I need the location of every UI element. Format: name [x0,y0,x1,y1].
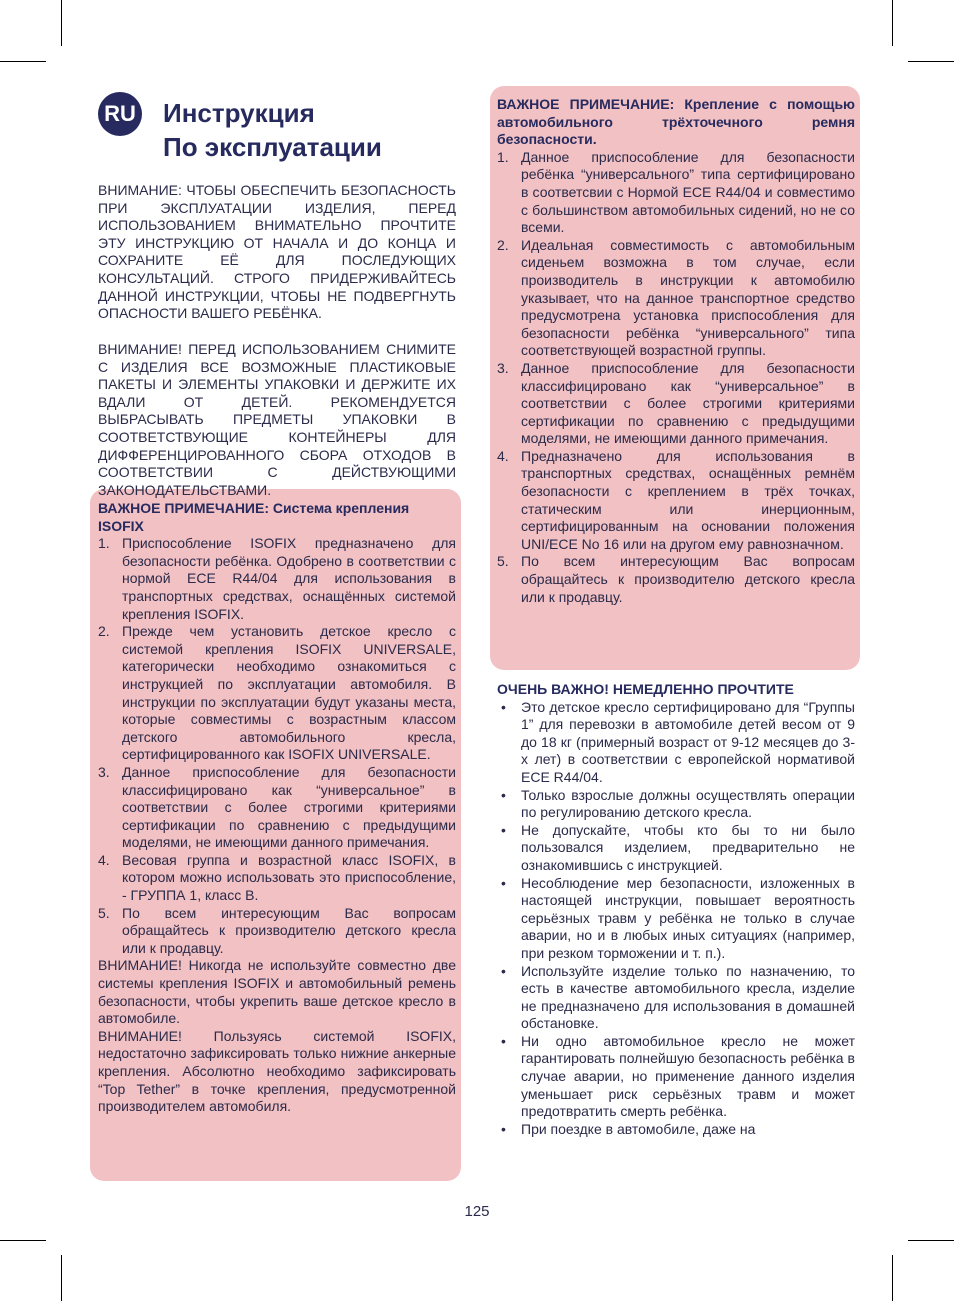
item-text: Данное приспособление для безопасности классифицировано как “универсальное” в соответствии с более строгими критериями сертификации по сравнению с предыдущими моделями, не имеющими данного примечания. [521,359,855,447]
important-list [497,699,855,1139]
warning-read-instructions: ВНИМАНИЕ: ЧТОБЫ ОБЕСПЕЧИТЬ БЕЗОПАСНОСТЬ ПРИ ЭКСПЛУАТАЦИИ ИЗДЕЛИЯ, ПЕРЕД ИСПОЛЬЗОВАНИЕМ ВНИМАТЕЛЬНО ПРОЧТИТЕ ЭТУ ИНСТРУКЦИЮ ОТ НАЧАЛА И ДО КОНЦА И СОХРАНИТЕ ЕЁ ДЛЯ ПОСЛЕДУЮЩИХ КОНСУЛЬТАЦИЙ. СТРОГО ПРИДЕРЖИВАЙТЕСЬ ДАННОЙ ИНСТРУКЦИИ, ЧТОБЫ НЕ ПОДВЕРГНУТЬ ОПАСНОСТИ ВАШЕГО РЕБЁНКА. [98,182,456,322]
list-item: • При поездке в автомобиле, даже на [497,1121,855,1139]
important-heading: ОЧЕНЬ ВАЖНО! НЕМЕДЛЕННО ПРОЧТИТЕ [497,681,794,697]
crop-mark [0,61,46,62]
item-text: Приспособление ISOFIX предназначено для безопасности ребёнка. Одобрено в соответствии с нормой ECE R44/04 для использования в транспортных средствах, оснащённых системой крепления ISOFIX. [122,535,456,622]
crop-mark [892,1255,893,1301]
crop-mark [892,0,893,46]
item-number: 1. [497,148,509,165]
page-title [163,96,382,164]
item-text: По всем интересующим Вас вопросам обращайтесь к производителю детского кресла или к продавцу. [521,553,855,605]
title-line-1: Инструкция [163,98,315,128]
list-item [98,905,456,958]
list-item [497,360,855,448]
list-item [497,237,855,360]
item-text: Данное приспособление для безопасности классифицировано как “универсальное” в соответствии с более строгими критериями сертификации по сравнению с предыдущими моделями, не имеющими данного примечания. [122,763,456,851]
list-item [98,535,456,623]
important-section [497,681,855,1138]
item-text: Прежде чем установить детское кресло с системой крепления ISOFIX UNIVERSALE, категорически необходимо ознакомиться с инструкцией по эксплуатации автомобиля. В инструкции по эксплуатации будут указаны места, которые совместимы с возрастным классом детского автомобильного кресла, сертифицированного как ISOFIX UNIVERSALE. [122,623,456,763]
item-number: 1. [98,535,110,552]
list-item: • Не допускайте, чтобы кто бы то ни было пользовался изделием, предварительно не ознакомившись с инструкцией. [497,822,855,875]
list-item [497,149,855,237]
list-item: • Только взрослые должны осуществлять операции по регулированию детского кресла. [497,787,855,822]
item-number: 3. [497,359,509,376]
item-number: 2. [98,623,110,640]
item-number: 5. [98,904,110,921]
isofix-list [98,535,456,957]
isofix-warning-top-tether: ВНИМАНИЕ! Пользуясь системой ISOFIX, недостаточно зафиксировать только нижние анкерные крепления. Абсолютно необходимо зафиксировать “Top Tether” в точке крепления, предусмотренной производителем автомобиля. [98,1027,456,1115]
crop-mark [61,0,62,46]
item-number: 5. [497,553,509,570]
list-item: • Это детское кресло сертифицировано для “Группы 1” для перевозки в автомобиле детей весом от 9 до 18 кг (примерный возраст от 9-12 месяцев до 3-х лет) в соответствии с европейской нормативой ECE R44/04. [497,699,855,787]
list-item [497,553,855,606]
crop-mark [61,1255,62,1301]
list-item [98,764,456,852]
item-text: Идеальная совместимость с автомобильным сиденьем возможна в том случае, если производитель в инструкции к автомобилю указывает, что на данное транспортное средство предусмотрена установка приспособления для безопасности ребёнка “универсального” типа соответствующей возрастной группы. [521,236,855,359]
isofix-warning-combined: ВНИМАНИЕ! Никогда не используйте совместно две системы крепления ISOFIX и автомобильный ремень безопасности, чтобы укрепить ваше детское кресло в автомобиле. [98,957,456,1027]
list-item [98,852,456,905]
item-text: Данное приспособление для безопасности ребёнка “универсального” типа сертифицировано в соответсвии с Нормой ECE R44/04 и совместимо с большинством автомобильных сидений, но не со всеми. [521,148,855,236]
isofix-section [98,500,456,1116]
item-number: 4. [497,447,509,464]
item-text: По всем интересующим Вас вопросам обращайтесь к производителю детского кресла или к продавцу. [122,904,456,956]
item-number: 3. [98,763,110,780]
crop-mark [908,61,954,62]
item-number: 2. [497,236,509,253]
belt-section [497,96,855,606]
title-line-2: По эксплуатации [163,132,382,162]
item-text: Весовая группа и возрастной класс ISOFIX, в котором можно использовать это приспособление, - ГРУППА 1, класс В. [122,851,456,904]
belt-heading: ВАЖНОЕ ПРИМЕЧАНИЕ: Крепление с помощью автомобильного трёхточечного ремня безопасности. [497,96,855,148]
crop-mark [0,1240,46,1241]
list-item: • Несоблюдение мер безопасности, изложенных в настоящей инструкции, повышает вероятность серьёзных травм у ребёнка не только в случае аварии, но и в любых иных ситуациях (например, при резком торможении и т. п.). [497,875,855,963]
list-item: • Используйте изделие только по назначению, то есть в качестве автомобильного кресла, изделие не предназначено для использования в домашней обстановке. [497,963,855,1033]
item-text: Предназначено для использования в транспортных средствах, оснащённых ремнём безопасности с креплением в трёх точках, статическим или инерционным, сертифицированным на основании положения UNI/ECE No 16 или на другом ему равнозначном. [521,447,855,552]
list-item: • Ни одно автомобильное кресло не может гарантировать полнейшую безопасность ребёнка в случае аварии, но применение данного изделия уменьшает риск серьёзных травм и может предотвратить смерть ребёнка. [497,1033,855,1121]
isofix-heading: ВАЖНОЕ ПРИМЕЧАНИЕ: Система крепления ISOFIX [98,500,410,534]
belt-list [497,149,855,606]
page-number: 125 [464,1203,490,1220]
warning-packaging: ВНИМАНИЕ! ПЕРЕД ИСПОЛЬЗОВАНИЕМ СНИМИТЕ С ИЗДЕЛИЯ ВСЕ ВОЗМОЖНЫЕ ПЛАСТИКОВЫЕ ПАКЕТЫ И ЭЛЕМЕНТЫ УПАКОВКИ И ДЕРЖИТЕ ИХ ВДАЛИ ОТ ДЕТЕЙ. РЕКОМЕНДУЕТСЯ ВЫБРАСЫВАТЬ ПРЕДМЕТЫ УПАКОВКИ В СООТВЕТСТВУЮЩИЕ КОНТЕЙНЕРЫ ДЛЯ ДИФФЕРЕНЦИРОВАННОГО СБОРА ОТХОДОВ В СООТВЕТСТВИИ С ДЕЙСТВУЮЩИМИ ЗАКОНОДАТЕЛЬСТВАМИ. [98,341,456,498]
list-item [98,623,456,764]
crop-mark [908,1240,954,1241]
item-number: 4. [98,851,110,868]
list-item [497,448,855,554]
language-badge: RU [98,92,142,136]
